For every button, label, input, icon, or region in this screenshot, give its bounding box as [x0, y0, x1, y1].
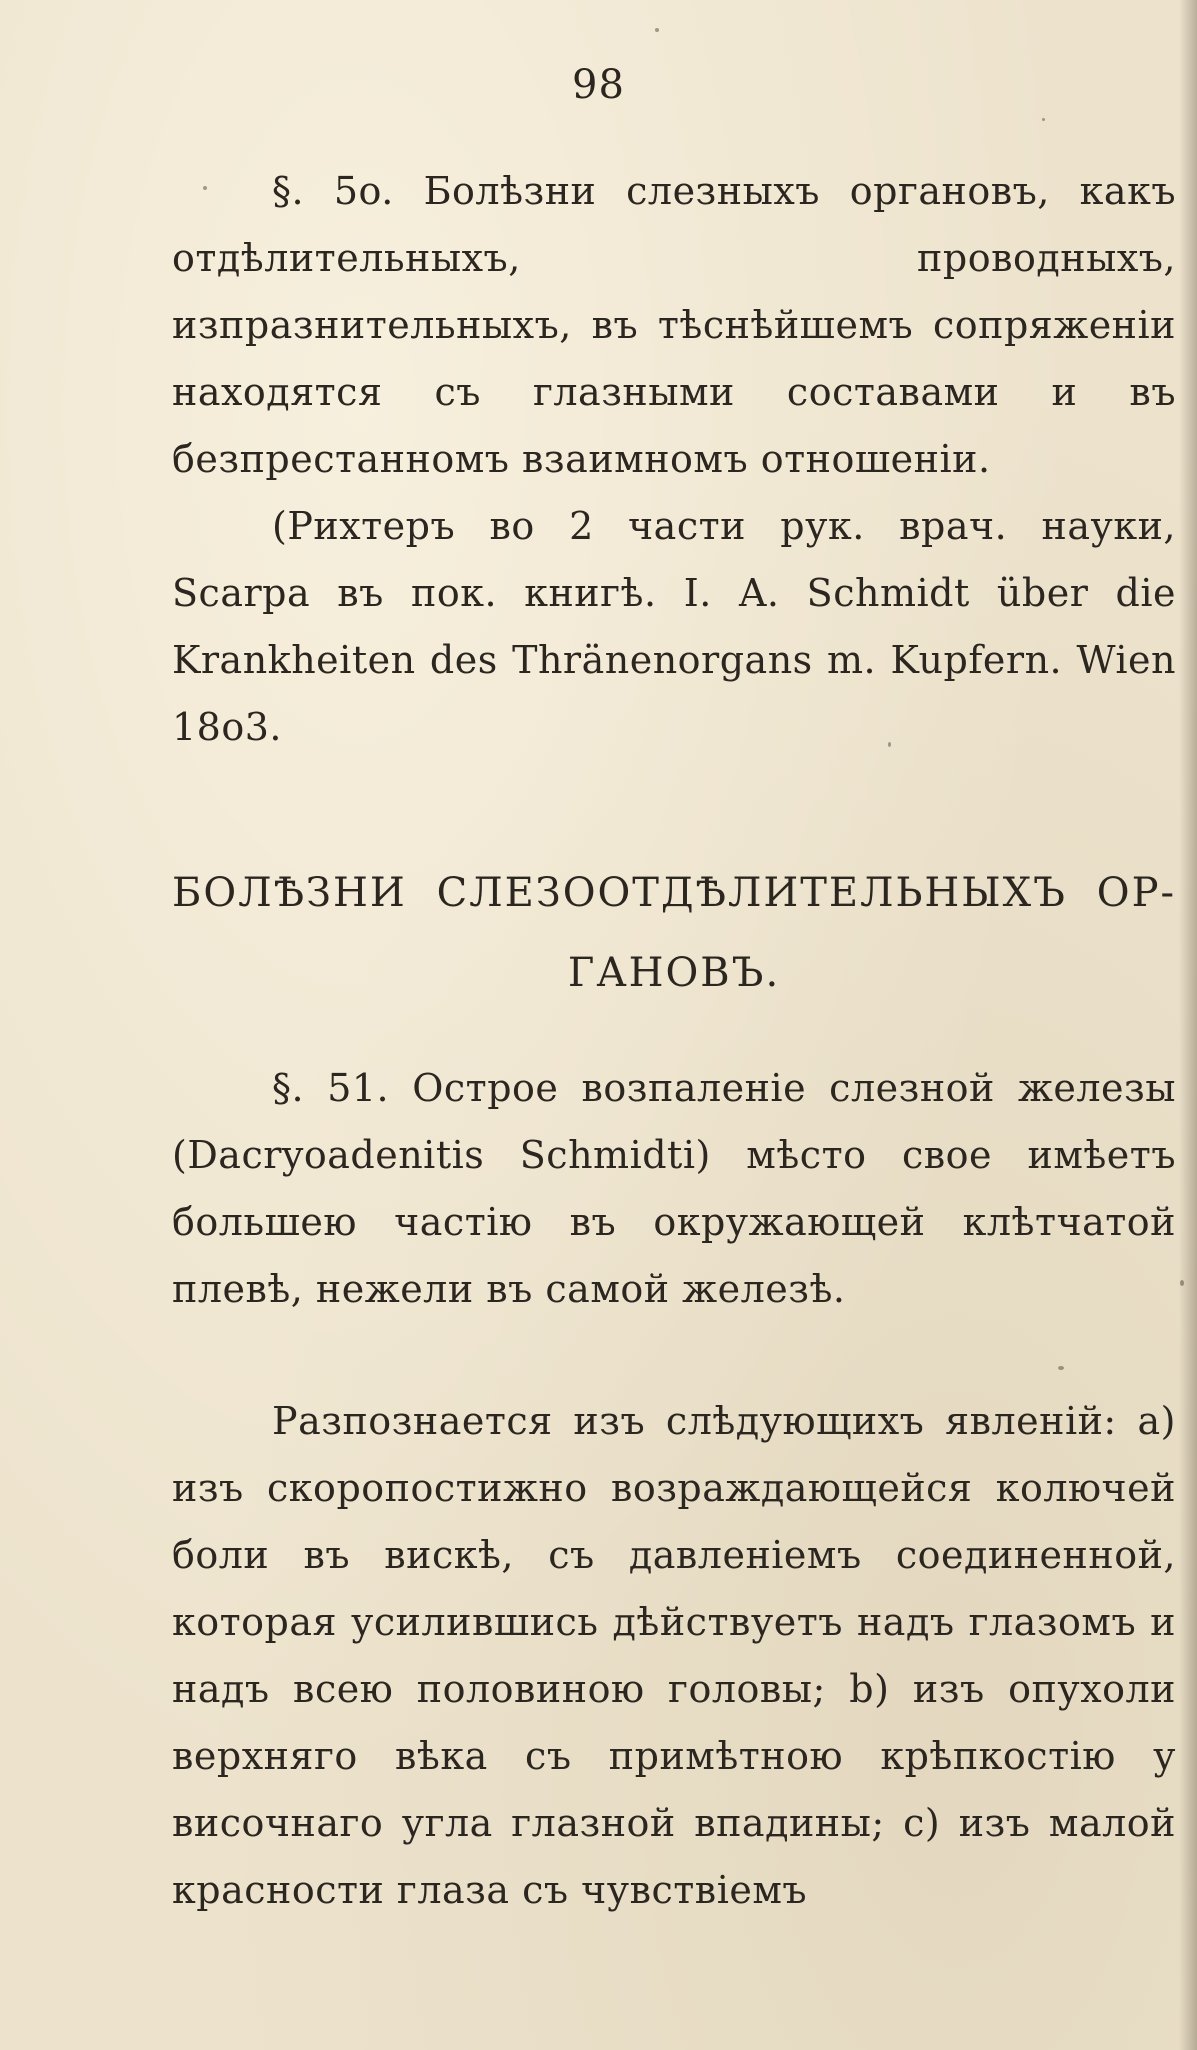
section-heading [172, 853, 1176, 1013]
paragraph-section-51: §. 51. Острое возпаленіе слезной железы (Dacryoadenitis Schmidti) мѣсто свое имѣетъ большею частію въ окружающей клѣтчатой плевѣ, нежели въ самой железѣ. [172, 1066, 1176, 1311]
paper-speck [1180, 1280, 1184, 1286]
page-number: 98 [572, 62, 625, 108]
section-heading-line-2: ГАНОВЪ. [567, 950, 781, 996]
paper-speck [1042, 118, 1045, 121]
paper-speck [1058, 1366, 1064, 1370]
paragraph-recognition: Разпознается изъ слѣдующихъ явленій: a) изъ скоропостижно возраждающейся колючей боли въ вискѣ, съ давленіемъ соединенной, которая усилившись дѣйствуетъ надъ глазомъ и надъ всею половиною головы; b) изъ опухоли верхняго вѣка съ примѣтною крѣпкостію у височнаго угла глазной впадины; c) изъ малой красности глаза съ чувствіемъ [172, 1399, 1176, 1912]
page-edge-shadow [1179, 0, 1197, 2050]
section-heading-line-1: БОЛѢЗНИ СЛЕЗООТДѢЛИТЕЛЬНЫХЪ ОР- [172, 870, 1176, 916]
paragraph-references: (Рихтеръ во 2 части рук. врач. науки, Scarpa въ пок. книгѣ. I. A. Schmidt über die Krankheiten des Thränenorgans m. Kupfern. Wien 18o3. [172, 504, 1176, 749]
paragraph-section-50: §. 5o. Болѣзни слезныхъ органовъ, какъ отдѣлительныхъ, проводныхъ, изпразнительныхъ, въ тѣснѣйшемъ сопряженіи находятся съ глазными составами и въ безпрестанномъ взаимномъ отношеніи. [172, 169, 1176, 481]
paper-speck [203, 186, 207, 190]
paper-speck [888, 742, 891, 747]
paper-speck [655, 28, 659, 32]
